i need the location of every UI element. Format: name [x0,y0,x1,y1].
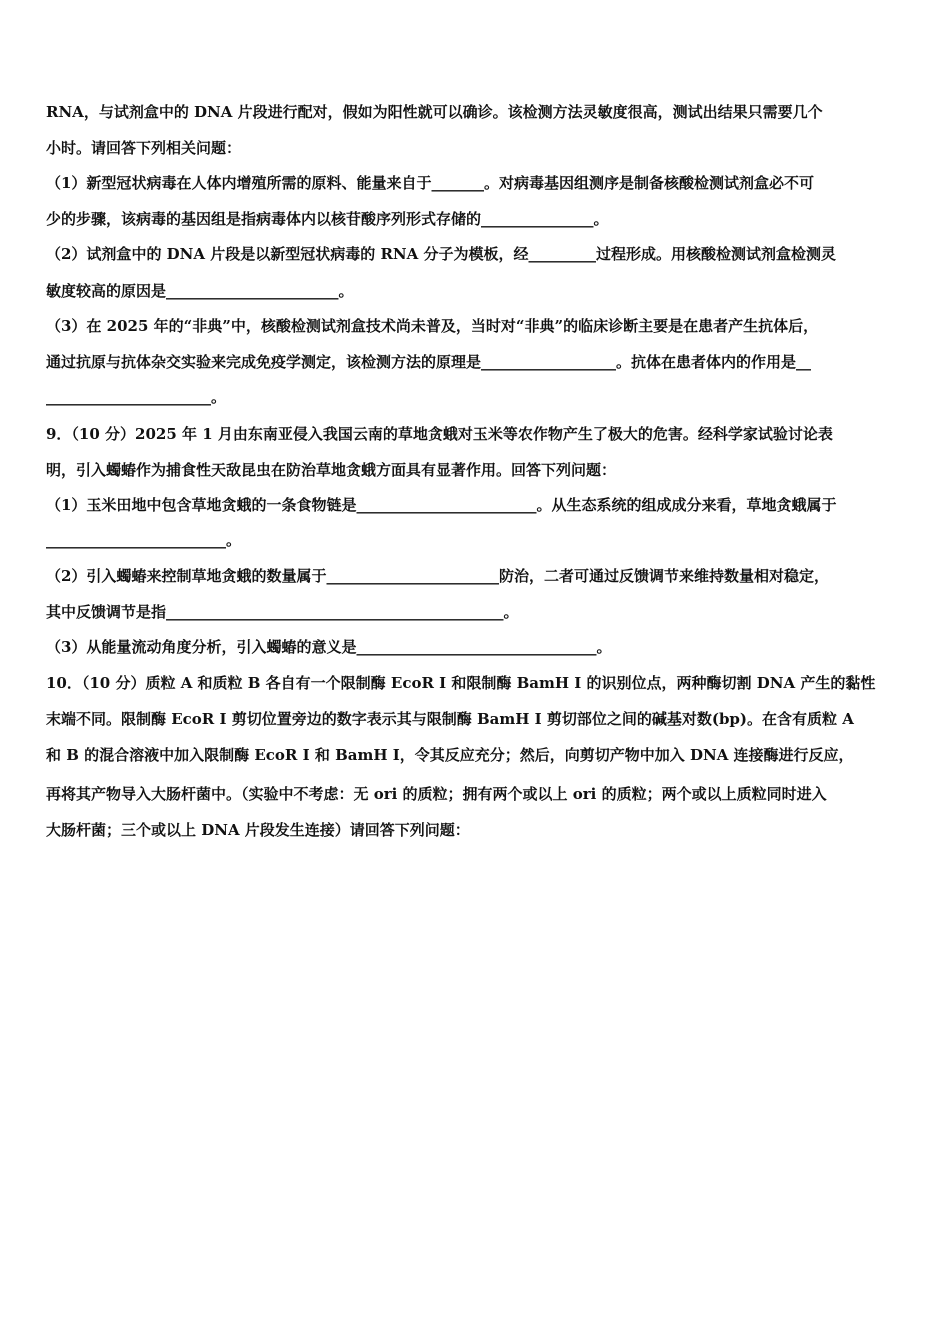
question-8-part-1-line: （1）新型冠状病毒在人体内增殖所需的原料、能量来自于_______。对病毒基因组测序是制备核酸检测试剂盒必不可 [46,174,814,192]
question-9-heading: 9．（10 分）2025 年 1 月由东南亚侵入我国云南的草地贪蛾对玉米等农作物产生了极大的危害。经科学家试验讨论表 [46,425,833,443]
text-line: 明，引入蠋蝽作为捕食性天敌昆虫在防治草地贪蛾方面具有显著作用。回答下列问题： [46,461,617,479]
text-line: 大肠杆菌；三个或以上 DNA 片段发生连接）请回答下列问题： [46,821,470,839]
text-line: 敏度较高的原因是_______________________。 [46,282,354,300]
question-9-part-2-line: （2）引入蠋蝽来控制草地贪蛾的数量属于_______________________防治，二者可通过反馈调节来维持数量相对稳定， [46,567,829,585]
question-9-part-1-line: （1）玉米田地中包含草地贪蛾的一条食物链是________________________。从生态系统的组成成分来看，草地贪蛾属于 [46,496,837,514]
question-10-heading: 10．（10 分）质粒 A 和质粒 B 各自有一个限制酶 EcoR I 和限制酶 BamH I 的识别位点，两种酶切割 DNA 产生的黏性 [46,674,876,692]
text-line: 再将其产物导入大肠杆菌中。（实验中不考虑：无 ori 的质粒；拥有两个或以上 ori 的质粒；两个或以上质粒同时进入 [46,785,827,803]
text-line: 和 B 的混合溶液中加入限制酶 EcoR I 和 BamH I，令其反应充分；然后，向剪切产物中加入 DNA 连接酶进行反应， [46,746,854,764]
text-line: 其中反馈调节是指_____________________________________________。 [46,603,519,621]
question-8-part-2-line: （2）试剂盒中的 DNA 片段是以新型冠状病毒的 RNA 分子为模板，经_________过程形成。用核酸检测试剂盒检测灵 [46,245,837,263]
text-line: ________________________。 [46,531,242,549]
question-8-part-3-line: （3）在 2025 年的“非典”中，核酸检测试剂盒技术尚未普及，当时对“非典”的临床诊断主要是在患者产生抗体后， [46,317,819,335]
text-line: 末端不同。限制酶 EcoR I 剪切位置旁边的数字表示其与限制酶 BamH I 剪切部位之间的碱基对数(bp)。在含有质粒 A [46,710,854,728]
text-line: 少的步骤，该病毒的基因组是指病毒体内以核苷酸序列形式存储的_______________。 [46,210,609,228]
text-line: 通过抗原与抗体杂交实验来完成免疫学测定，该检测方法的原理是__________________。抗体在患者体内的作用是__ [46,353,812,371]
question-9-part-3-line: （3）从能量流动角度分析，引入蠋蝽的意义是________________________________。 [46,638,612,656]
text-line: RNA，与试剂盒中的 DNA 片段进行配对，假如为阳性就可以确诊。该检测方法灵敏度很高，测试出结果只需要几个 [46,103,823,121]
text-line: 小时。请回答下列相关问题： [46,139,242,157]
text-line: ______________________。 [46,388,227,406]
